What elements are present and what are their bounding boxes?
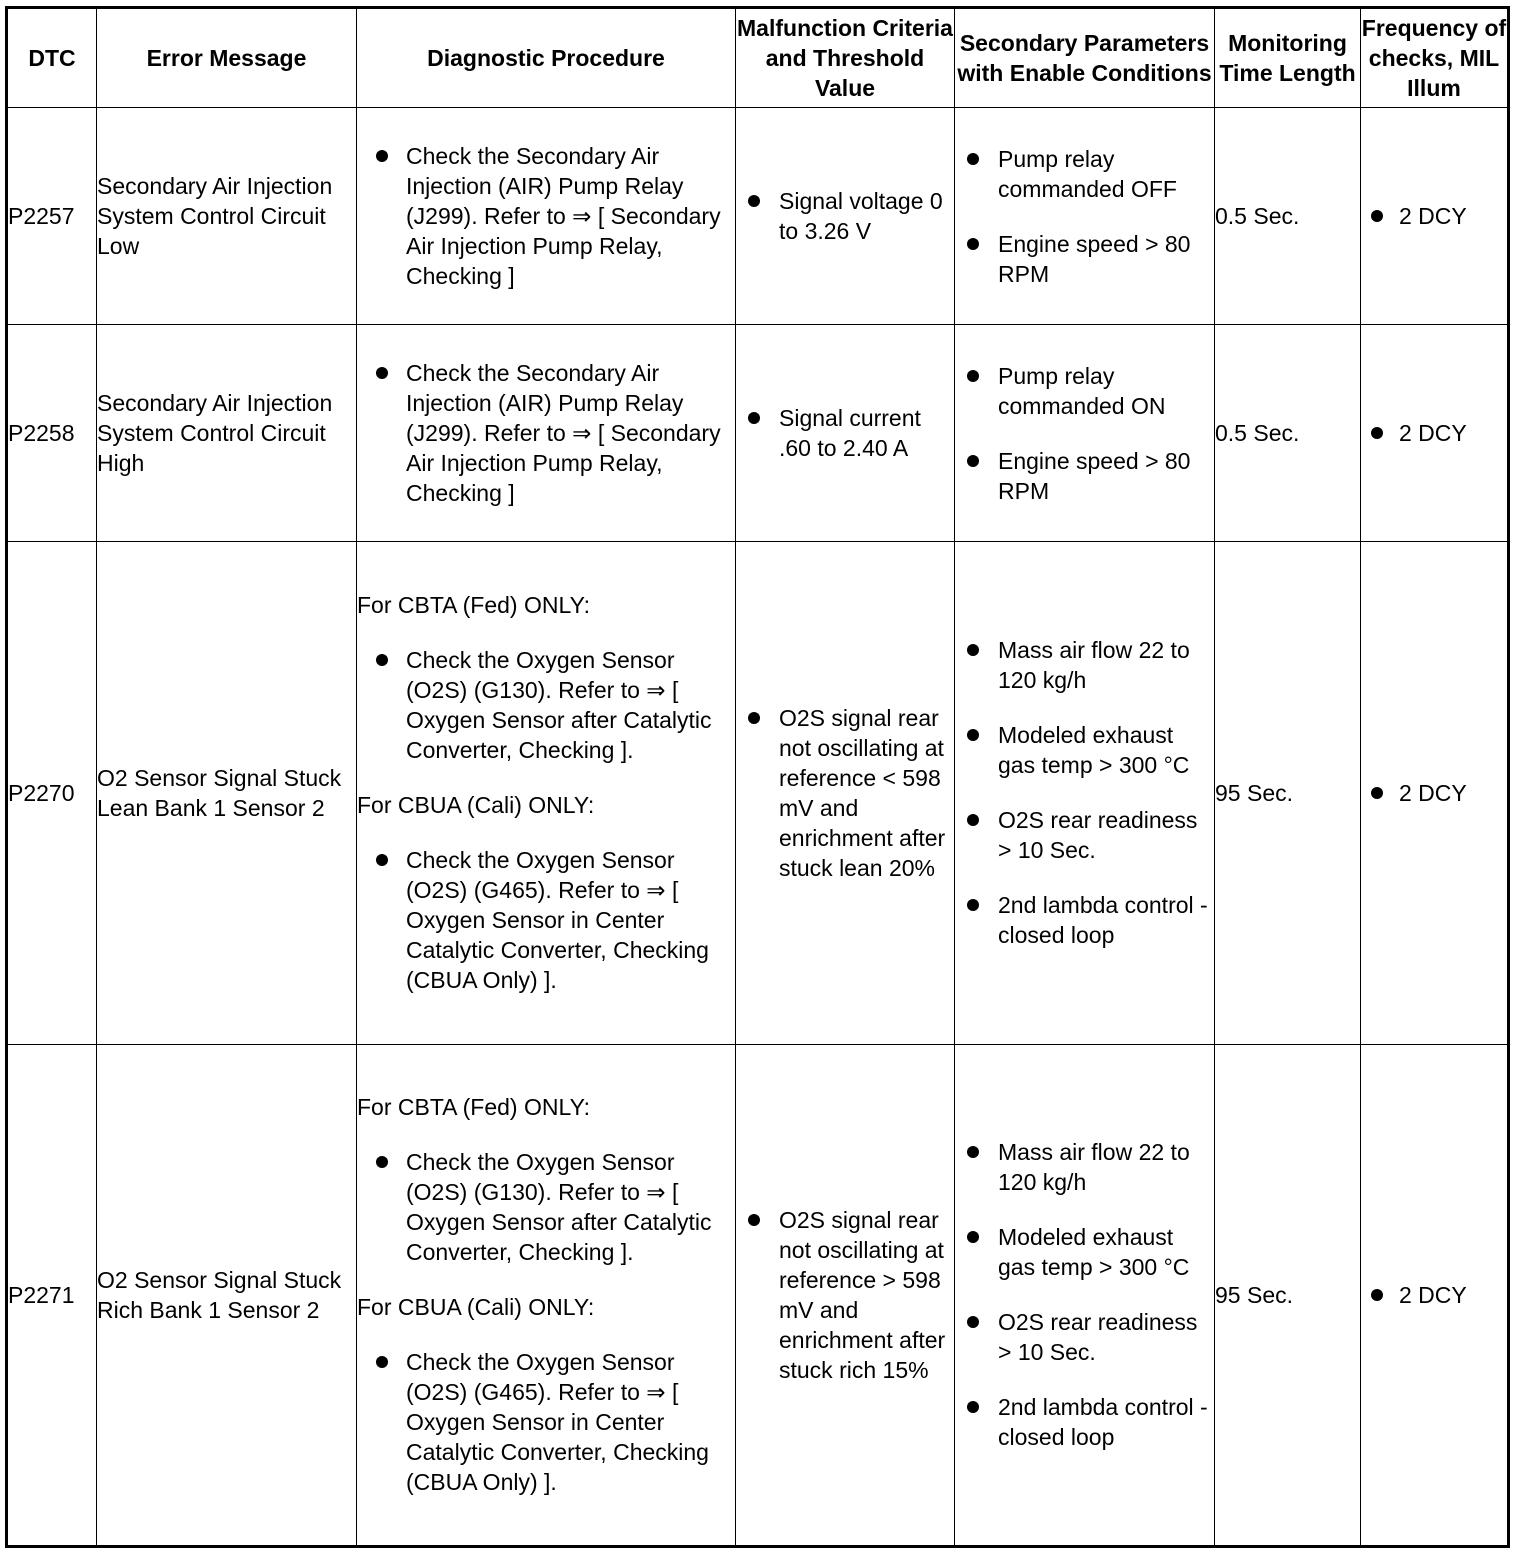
table-row	[7, 1044, 1509, 1546]
procedure-step-item: Check the Oxygen Sensor (O2S) (G130). Refer to ⇒ [ Oxygen Sensor after Catalytic Converter, Checking ].	[357, 645, 735, 765]
malfunction-criteria-cell	[736, 108, 955, 325]
procedure-step-list	[357, 645, 735, 765]
criteria-list	[736, 1205, 954, 1385]
frequency-item: 2 DCY	[1361, 201, 1507, 231]
secondary-parameter-item: Pump relay commanded ON	[955, 361, 1214, 421]
header-monitoring-time: Monitoring Time Length	[1215, 8, 1361, 108]
secondary-parameter-list	[955, 635, 1214, 950]
header-diagnostic-procedure: Diagnostic Procedure	[357, 8, 736, 108]
secondary-parameter-list	[955, 361, 1214, 506]
criteria-item: O2S signal rear not oscillating at reference > 598 mV and enrichment after stuck rich 15%	[736, 1205, 954, 1385]
error-message-cell: Secondary Air Injection System Control Circuit High	[97, 325, 357, 542]
procedure-step-item: Check the Oxygen Sensor (O2S) (G465). Refer to ⇒ [ Oxygen Sensor in Center Catalytic Converter, Checking (CBUA Only) ].	[357, 1347, 735, 1497]
frequency-cell	[1361, 325, 1509, 542]
header-error-message: Error Message	[97, 8, 357, 108]
secondary-parameter-item: Mass air flow 22 to 120 kg/h	[955, 1137, 1214, 1197]
secondary-parameters-cell	[955, 542, 1215, 1044]
secondary-parameters-cell	[955, 108, 1215, 325]
procedure-condition: For CBUA (Cali) ONLY:	[357, 1294, 595, 1321]
procedure-step-item: Check the Secondary Air Injection (AIR) Pump Relay (J299). Refer to ⇒ [ Secondary Air Injection Pump Relay, Checking ]	[357, 358, 735, 508]
secondary-parameter-item: Pump relay commanded OFF	[955, 144, 1214, 204]
diagnostic-procedure-cell	[357, 1044, 736, 1546]
secondary-parameter-list	[955, 144, 1214, 289]
dtc-code-cell: P2270	[7, 542, 97, 1044]
header-dtc: DTC	[7, 8, 97, 108]
secondary-parameter-item: 2nd lambda control - closed loop	[955, 1392, 1214, 1452]
dtc-table	[5, 6, 1510, 1548]
dtc-code-cell: P2271	[7, 1044, 97, 1546]
diagnostic-procedure-cell	[357, 108, 736, 325]
monitoring-time-cell: 0.5 Sec.	[1215, 108, 1361, 325]
frequency-list	[1361, 418, 1507, 448]
diagnostic-procedure-cell	[357, 542, 736, 1044]
criteria-item: Signal current .60 to 2.40 A	[736, 403, 954, 463]
frequency-cell	[1361, 108, 1509, 325]
frequency-list	[1361, 201, 1507, 231]
procedure-step-list	[357, 141, 735, 291]
monitoring-time-cell: 95 Sec.	[1215, 542, 1361, 1044]
secondary-parameter-item: Modeled exhaust gas temp > 300 °C	[955, 720, 1214, 780]
table-row	[7, 542, 1509, 1044]
malfunction-criteria-cell	[736, 325, 955, 542]
error-message-cell: O2 Sensor Signal Stuck Lean Bank 1 Sensor 2	[97, 542, 357, 1044]
header-row	[7, 8, 1509, 108]
header-secondary-parameters: Secondary Parameters with Enable Conditions	[955, 8, 1215, 108]
criteria-list	[736, 703, 954, 883]
secondary-parameters-cell	[955, 325, 1215, 542]
procedure-step-list	[357, 358, 735, 508]
secondary-parameter-item: Engine speed > 80 RPM	[955, 446, 1214, 506]
secondary-parameters-cell	[955, 1044, 1215, 1546]
error-message-cell: Secondary Air Injection System Control Circuit Low	[97, 108, 357, 325]
secondary-parameter-item: 2nd lambda control - closed loop	[955, 890, 1214, 950]
procedure-step-list	[357, 845, 735, 995]
dtc-code-cell: P2258	[7, 325, 97, 542]
criteria-list	[736, 403, 954, 463]
frequency-cell	[1361, 1044, 1509, 1546]
frequency-cell	[1361, 542, 1509, 1044]
procedure-step-list	[357, 1347, 735, 1497]
procedure-condition: For CBTA (Fed) ONLY:	[357, 1094, 591, 1121]
error-message-cell: O2 Sensor Signal Stuck Rich Bank 1 Sensor 2	[97, 1044, 357, 1546]
table-row	[7, 325, 1509, 542]
procedure-step-item: Check the Oxygen Sensor (O2S) (G465). Refer to ⇒ [ Oxygen Sensor in Center Catalytic Converter, Checking (CBUA Only) ].	[357, 845, 735, 995]
frequency-item: 2 DCY	[1361, 1280, 1507, 1310]
secondary-parameter-item: Engine speed > 80 RPM	[955, 229, 1214, 289]
procedure-step-item: Check the Secondary Air Injection (AIR) Pump Relay (J299). Refer to ⇒ [ Secondary Air Injection Pump Relay, Checking ]	[357, 141, 735, 291]
secondary-parameter-item: Mass air flow 22 to 120 kg/h	[955, 635, 1214, 695]
criteria-item: Signal voltage 0 to 3.26 V	[736, 186, 954, 246]
frequency-list	[1361, 778, 1507, 808]
secondary-parameter-list	[955, 1137, 1214, 1452]
frequency-list	[1361, 1280, 1507, 1310]
frequency-item: 2 DCY	[1361, 778, 1507, 808]
monitoring-time-cell: 0.5 Sec.	[1215, 325, 1361, 542]
procedure-condition: For CBTA (Fed) ONLY:	[357, 592, 591, 619]
criteria-item: O2S signal rear not oscillating at reference < 598 mV and enrichment after stuck lean 20%	[736, 703, 954, 883]
header-frequency: Frequency of checks, MIL Illum	[1361, 8, 1509, 108]
procedure-condition: For CBUA (Cali) ONLY:	[357, 792, 595, 819]
procedure-step-list	[357, 1147, 735, 1267]
header-malfunction-criteria: Malfunction Criteria and Threshold Value	[736, 8, 955, 108]
secondary-parameter-item: O2S rear readiness > 10 Sec.	[955, 1307, 1214, 1367]
table-row	[7, 108, 1509, 325]
criteria-list	[736, 186, 954, 246]
secondary-parameter-item: Modeled exhaust gas temp > 300 °C	[955, 1222, 1214, 1282]
monitoring-time-cell: 95 Sec.	[1215, 1044, 1361, 1546]
dtc-code-cell: P2257	[7, 108, 97, 325]
table-body	[7, 108, 1509, 1547]
procedure-step-item: Check the Oxygen Sensor (O2S) (G130). Refer to ⇒ [ Oxygen Sensor after Catalytic Converter, Checking ].	[357, 1147, 735, 1267]
malfunction-criteria-cell	[736, 542, 955, 1044]
frequency-item: 2 DCY	[1361, 418, 1507, 448]
diagnostic-procedure-cell	[357, 325, 736, 542]
malfunction-criteria-cell	[736, 1044, 955, 1546]
secondary-parameter-item: O2S rear readiness > 10 Sec.	[955, 805, 1214, 865]
